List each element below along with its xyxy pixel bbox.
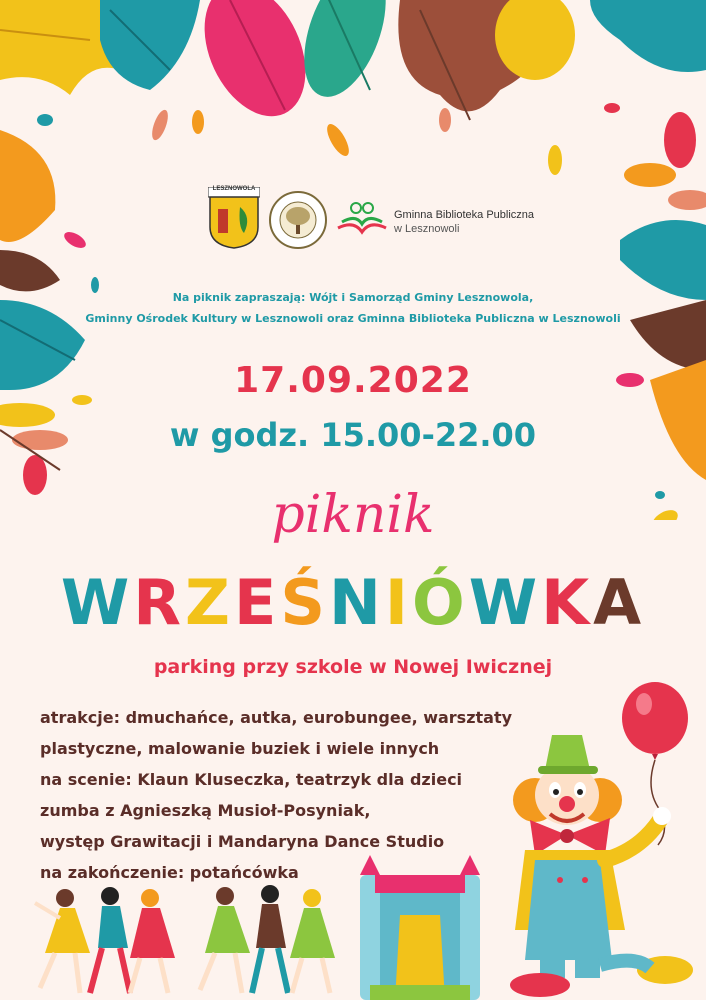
gok-logo bbox=[268, 190, 328, 250]
event-hours: w godz. 15.00-22.00 bbox=[169, 416, 537, 454]
crest-icon bbox=[208, 187, 260, 249]
attraction-line: zumba z Agnieszką Musioł-Posyniak, bbox=[40, 801, 371, 820]
dancer-icon bbox=[90, 887, 130, 993]
title-letter: W bbox=[468, 566, 542, 639]
dancer-icon bbox=[130, 889, 175, 993]
title-letter: Ó bbox=[411, 566, 469, 639]
crest-label: LESZNOWOLA bbox=[212, 186, 256, 192]
title-letter: A bbox=[593, 566, 646, 639]
clown-icon bbox=[500, 730, 700, 1000]
dancers-illustration bbox=[20, 878, 360, 1000]
attraction-line: na zakończenie: potańcówka bbox=[40, 863, 299, 882]
attractions-list bbox=[40, 702, 560, 888]
attraction-line: atrakcje: dmuchańce, autka, eurobungee, warsztaty bbox=[40, 708, 513, 727]
organizers-line-1: Na piknik zapraszają: Wójt i Samorząd Gminy Lesznowola, bbox=[172, 291, 534, 304]
tree-seal-icon bbox=[268, 190, 328, 250]
lesznowola-crest-logo bbox=[208, 187, 260, 249]
event-location: parking przy szkole w Nowej Iwicznej bbox=[153, 656, 553, 678]
library-location: w Lesznowoli bbox=[394, 223, 460, 235]
autumn-leaf-icon bbox=[288, 0, 402, 108]
organizers-text bbox=[0, 287, 706, 329]
attraction-line: na scenie: Klaun Kluseczka, teatrzyk dla dzieci bbox=[40, 770, 463, 789]
organizers-line-2: Gminny Ośrodek Kultury w Lesznowoli oraz Gminna Biblioteka Publiczna w Lesznowoli bbox=[85, 312, 621, 325]
title-letter: I bbox=[384, 566, 412, 639]
bouncy-castle-icon bbox=[360, 855, 480, 1000]
attraction-line: występ Grawitacji i Mandaryna Dance Studio bbox=[40, 832, 445, 851]
title-letter: R bbox=[133, 566, 186, 639]
dancer-icon bbox=[252, 885, 288, 993]
autumn-leaf-icon bbox=[0, 130, 60, 291]
title-letter: Ś bbox=[280, 566, 329, 639]
event-date: 17.09.2022 bbox=[234, 360, 472, 401]
library-book-icon bbox=[336, 200, 388, 240]
event-subtitle: piknik bbox=[271, 485, 435, 545]
autumn-leaf-icon bbox=[624, 112, 706, 210]
library-name: Gminna Biblioteka Publiczna bbox=[394, 209, 535, 221]
dancer-icon bbox=[200, 887, 250, 993]
attraction-line: plastyczne, malowanie buziek i wiele innych bbox=[40, 739, 440, 758]
library-logo bbox=[336, 200, 546, 240]
event-title bbox=[0, 566, 706, 639]
title-letter: W bbox=[60, 566, 134, 639]
title-letter: N bbox=[329, 566, 385, 639]
title-letter: E bbox=[233, 566, 281, 639]
title-letter: K bbox=[541, 566, 594, 639]
dancer-icon bbox=[35, 889, 90, 993]
title-letter: Z bbox=[185, 566, 234, 639]
oak-leaf-icon bbox=[100, 0, 200, 90]
autumn-leaf-icon bbox=[185, 0, 326, 132]
oak-leaf-icon bbox=[590, 0, 706, 72]
gok-ring-text bbox=[268, 190, 269, 191]
dancer-icon bbox=[290, 889, 335, 993]
